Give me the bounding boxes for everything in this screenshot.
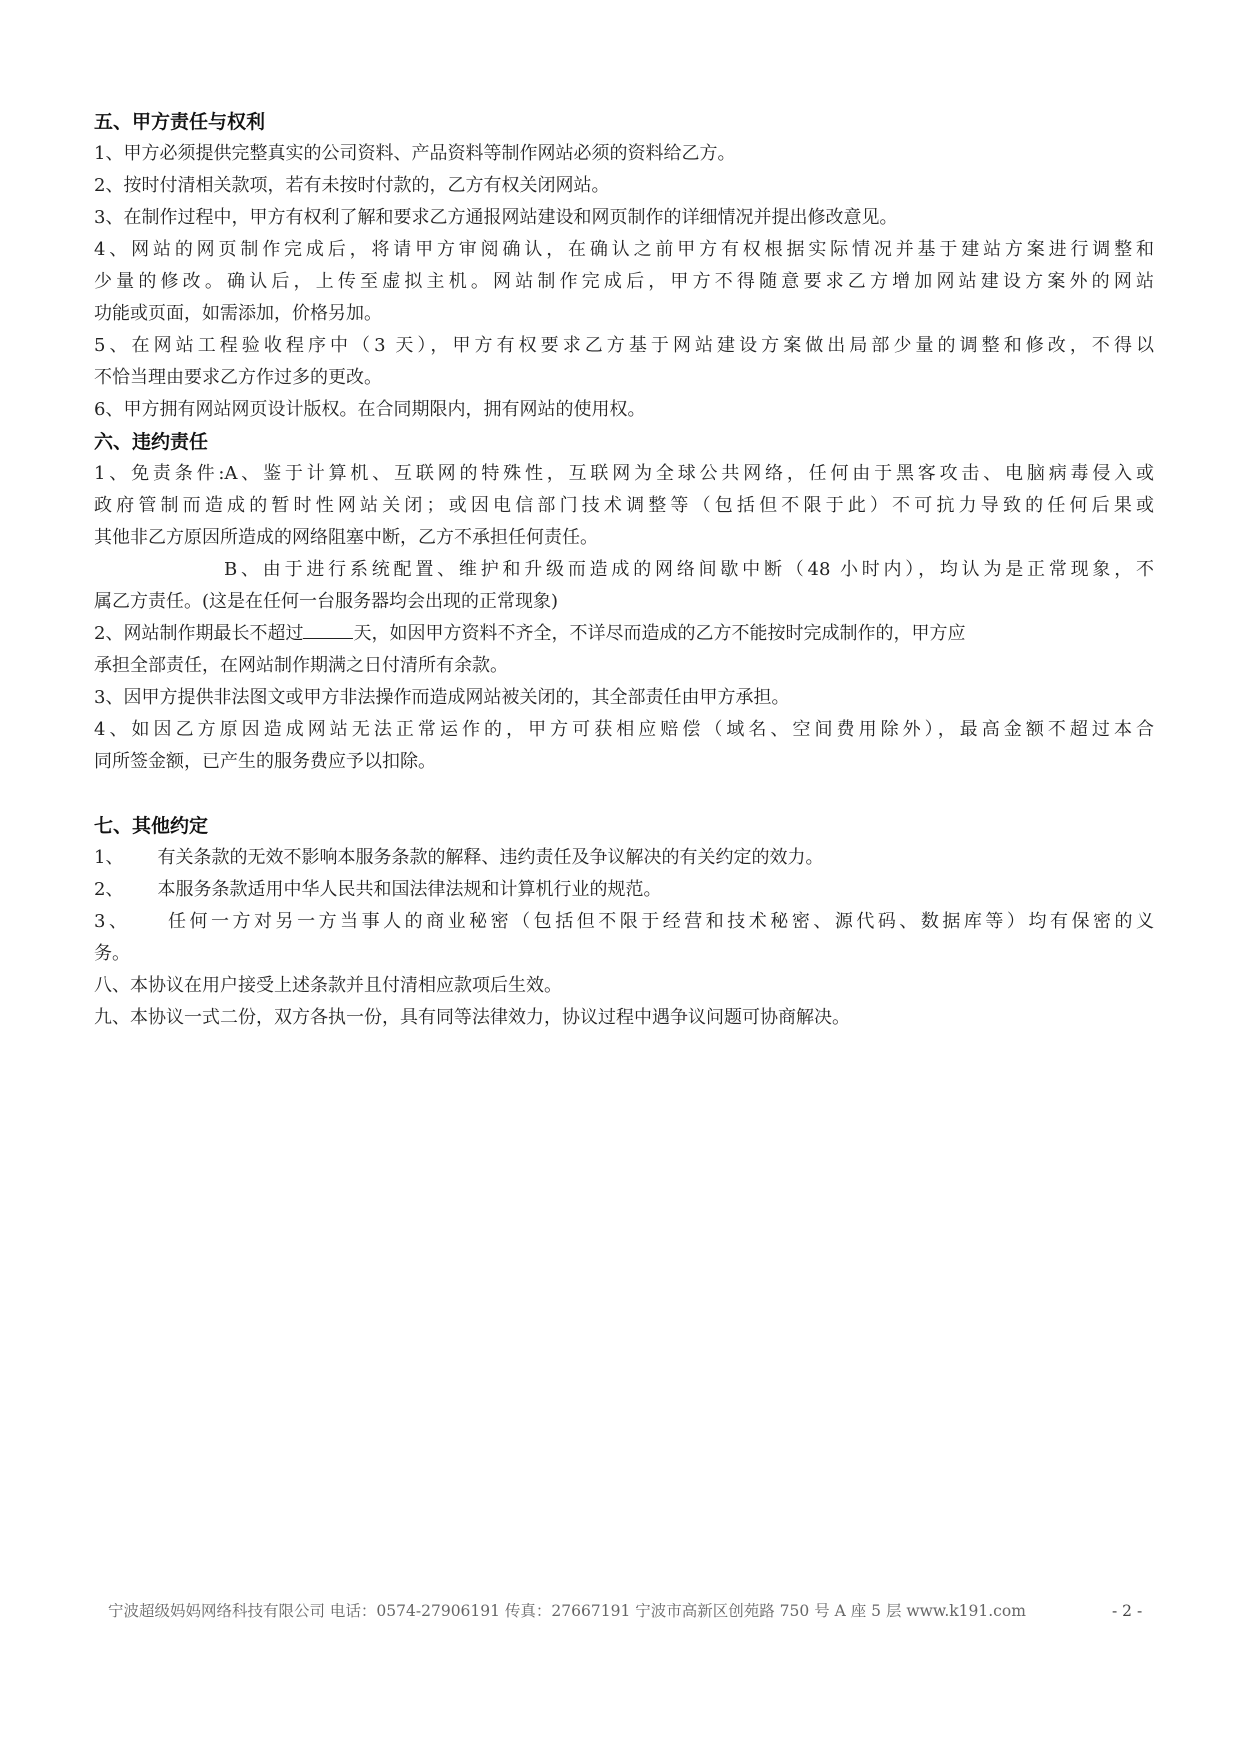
section-6-item-4-line-1: 4、如因乙方原因造成网站无法正常运作的，甲方可获相应赔偿（域名、空间费用除外），最高金额不超过本合 bbox=[94, 719, 1154, 740]
section-5-item-6: 6、甲方拥有网站网页设计版权。在合同期限内，拥有网站的使用权。 bbox=[94, 399, 646, 420]
section-6-item-2-line-2: 承担全部责任，在网站制作期满之日付清所有余款。 bbox=[94, 655, 508, 676]
section-6-heading: 六、违约责任 bbox=[94, 431, 209, 453]
section-spacer bbox=[94, 778, 1154, 810]
section-7-item-1-wrap bbox=[94, 842, 1154, 874]
section-6-item-3: 3、因甲方提供非法图文或甲方非法操作而造成网站被关闭的，其全部责任由甲方承担。 bbox=[94, 687, 790, 708]
section-9-wrap bbox=[94, 1002, 1154, 1034]
section-7-item-2-number: 2、 bbox=[94, 879, 124, 900]
section-5-item-5-line-1: 5、在网站工程验收程序中（3 天），甲方有权要求乙方基于网站建设方案做出局部少量的调整和修改，不得以 bbox=[94, 335, 1154, 356]
section-7-item-2-text: 本服务条款适用中华人民共和国法律法规和计算机行业的规范。 bbox=[157, 879, 662, 900]
page-number: - 2 - bbox=[1112, 1602, 1143, 1620]
section-7-item-3-line-2: 务。 bbox=[94, 943, 130, 964]
section-8-wrap bbox=[94, 970, 1154, 1002]
section-6-item-1b-line-2: 属乙方责任。(这是在任何一台服务器均会出现的正常现象) bbox=[94, 591, 559, 612]
section-6-item-4 bbox=[94, 714, 1154, 778]
section-7-item-3-line-1 bbox=[94, 906, 1154, 938]
page-footer: 宁波超级妈妈网络科技有限公司 电话：0574-27906191 传真：27667191 宁波市高新区创苑路 750 号 A 座 5 层 www.k191.com bbox=[108, 1602, 1026, 1620]
section-9-text: 九、本协议一式二份，双方各执一份，具有同等法律效力，协议过程中遇争议问题可协商解决。 bbox=[94, 1007, 850, 1028]
section-6-item-3-wrap bbox=[94, 682, 1154, 714]
section-5-body bbox=[94, 138, 1154, 234]
section-6-item-1b bbox=[94, 554, 1154, 618]
section-6-item-2 bbox=[94, 618, 1154, 682]
section-6-item-1-line-3: 其他非乙方原因所造成的网络阻塞中断，乙方不承担任何责任。 bbox=[94, 527, 598, 548]
section-7-item-2 bbox=[94, 874, 1154, 906]
section-5-item-4-line-1: 4、网站的网页制作完成后，将请甲方审阅确认，在确认之前甲方有权根据实际情况并基于建站方案进行调整和 bbox=[94, 239, 1154, 260]
days-blank-field bbox=[303, 618, 353, 639]
section-6-item-4-line-2: 同所签金额，已产生的服务费应予以扣除。 bbox=[94, 751, 436, 772]
section-5-item-1: 1、甲方必须提供完整真实的公司资料、产品资料等制作网站必须的资料给乙方。 bbox=[94, 143, 736, 164]
section-6-item-1-line-2: 政府管制而造成的暂时性网站关闭；或因电信部门技术调整等（包括但不限于此）不可抗力导致的任何后果或 bbox=[94, 495, 1154, 516]
section-5-item-5-line-2: 不恰当理由要求乙方作过多的更改。 bbox=[94, 367, 382, 388]
section-6-item-1b-line-1: B、由于进行系统配置、维护和升级而造成的网络间歇中断（48 小时内），均认为是正常现象，不 bbox=[224, 559, 1154, 580]
section-5-item-6-wrap bbox=[94, 394, 1154, 426]
section-6-item-2-suffix: 天，如因甲方资料不齐全，不详尽而造成的乙方不能按时完成制作的，甲方应 bbox=[353, 623, 966, 644]
section-5-item-2: 2、按时付清相关款项，若有未按时付款的，乙方有权关闭网站。 bbox=[94, 175, 610, 196]
section-7-heading: 七、其他约定 bbox=[94, 815, 209, 837]
section-7-item-3-text: 任何一方对另一方当事人的商业秘密（包括但不限于经营和技术秘密、源代码、数据库等）均有保密的义 bbox=[164, 911, 1155, 932]
section-5-item-4-line-2: 少量的修改。确认后，上传至虚拟主机。网站制作完成后，甲方不得随意要求乙方增加网站建设方案外的网站 bbox=[94, 271, 1154, 292]
document-page bbox=[94, 106, 1154, 1034]
section-5-heading: 五、甲方责任与权利 bbox=[94, 111, 266, 133]
section-5-item-5 bbox=[94, 330, 1154, 394]
section-7-item-3-number: 3、 bbox=[94, 911, 131, 932]
section-5-item-3: 3、在制作过程中，甲方有权利了解和要求乙方通报网站建设和网页制作的详细情况并提出修改意见。 bbox=[94, 207, 898, 228]
section-8-text: 八、本协议在用户接受上述条款并且付清相应款项后生效。 bbox=[94, 975, 562, 996]
section-6-item-1 bbox=[94, 458, 1154, 554]
section-6-item-2-line-1 bbox=[94, 618, 1154, 650]
section-6-item-1-line-1: 1、免责条件:A、鉴于计算机、互联网的特殊性，互联网为全球公共网络，任何由于黑客攻击、电脑病毒侵入或 bbox=[94, 463, 1154, 484]
section-7-item-2-wrap bbox=[94, 874, 1154, 906]
section-7-item-1-text: 有关条款的无效不影响本服务条款的解释、违约责任及争议解决的有关约定的效力。 bbox=[157, 847, 824, 868]
section-6-item-2-prefix: 2、网站制作期最长不超过 bbox=[94, 623, 304, 644]
section-7-item-1 bbox=[94, 842, 1154, 874]
section-7-item-1-number: 1、 bbox=[94, 847, 124, 868]
section-5-item-4 bbox=[94, 234, 1154, 330]
section-5-item-4-line-3: 功能或页面，如需添加，价格另加。 bbox=[94, 303, 382, 324]
section-7-item-3 bbox=[94, 906, 1154, 970]
